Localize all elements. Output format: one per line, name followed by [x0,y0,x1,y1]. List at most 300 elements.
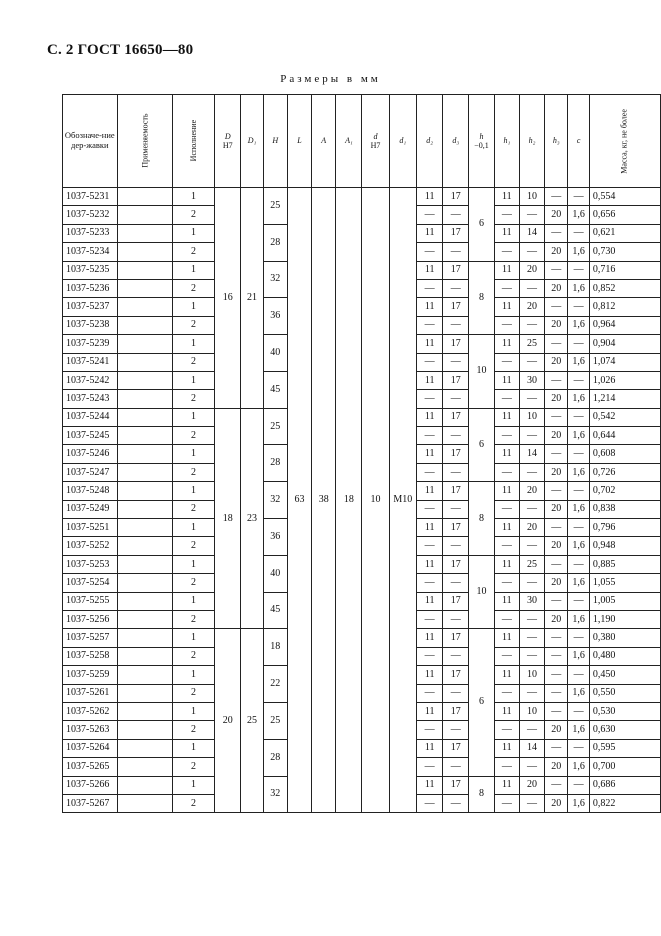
d2-cell: 11 [417,298,443,316]
h-cell: 10 [469,555,494,629]
h2-cell: — [519,758,544,776]
c-cell: — [568,482,590,500]
h2-cell: — [519,684,544,702]
H-cell: 25 [263,702,287,739]
designation-cell: 1037-5244 [63,408,118,426]
d3-cell: 17 [443,261,469,279]
D-cell: 16 [215,188,241,409]
H-cell: 18 [263,629,287,666]
designation-cell: 1037-5263 [63,721,118,739]
d3-cell: 17 [443,739,469,757]
h2-cell: — [519,500,544,518]
h2-cell: — [519,390,544,408]
d3-cell: 17 [443,666,469,684]
H-cell: 32 [263,482,287,519]
d2-cell: — [417,206,443,224]
h1-cell: 11 [494,519,519,537]
d3-cell: — [443,206,469,224]
d2-cell: — [417,463,443,481]
mass-cell: 0,450 [589,666,660,684]
execution-cell: 1 [172,224,214,242]
applicability-cell [117,463,172,481]
d3-cell: — [443,647,469,665]
designation-cell: 1037-5243 [63,390,118,408]
d3-cell: — [443,758,469,776]
header-execution-label: Исполнение [188,120,198,162]
applicability-cell [117,702,172,720]
c-cell: — [568,555,590,573]
designation-cell: 1037-5245 [63,427,118,445]
c-cell: — [568,298,590,316]
h3-cell: — [545,684,568,702]
header-h3: h₃ [545,95,568,188]
mass-cell: 0,530 [589,702,660,720]
h-cell: 6 [469,188,494,262]
mass-cell: 1,005 [589,592,660,610]
execution-cell: 2 [172,537,214,555]
execution-cell: 2 [172,243,214,261]
h2-cell: — [519,721,544,739]
h1-cell: — [494,390,519,408]
c-cell: 1,6 [568,243,590,261]
d2-cell: 11 [417,371,443,389]
execution-cell: 1 [172,298,214,316]
h1-cell: 11 [494,445,519,463]
h1-cell: — [494,206,519,224]
h2-cell: 14 [519,224,544,242]
d3-cell: — [443,427,469,445]
mass-cell: 0,852 [589,279,660,297]
c-cell: — [568,702,590,720]
h3-cell: 20 [545,610,568,628]
h3-cell: 20 [545,316,568,334]
c-cell: 1,6 [568,610,590,628]
execution-cell: 2 [172,610,214,628]
d2-cell: 11 [417,224,443,242]
h1-cell: — [494,647,519,665]
d3-cell: — [443,500,469,518]
D1-cell: 23 [241,408,263,629]
H-cell: 28 [263,445,287,482]
h3-cell: — [545,298,568,316]
designation-cell: 1037-5242 [63,371,118,389]
execution-cell: 2 [172,500,214,518]
c-cell: — [568,335,590,353]
h2-cell: 20 [519,298,544,316]
h1-cell: — [494,279,519,297]
d2-cell: — [417,794,443,812]
applicability-cell [117,519,172,537]
d2-cell: 11 [417,666,443,684]
header-c: c [568,95,590,188]
applicability-cell [117,758,172,776]
c-cell: 1,6 [568,206,590,224]
h2-cell: 14 [519,445,544,463]
mass-cell: 0,630 [589,721,660,739]
h3-cell: — [545,666,568,684]
h1-cell: — [494,758,519,776]
D-cell: 18 [215,408,241,629]
header-h [469,95,494,188]
applicability-cell [117,390,172,408]
H-cell: 25 [263,188,287,225]
execution-cell: 2 [172,316,214,334]
h3-cell: — [545,408,568,426]
h3-cell: 20 [545,353,568,371]
D-cell: 20 [215,629,241,813]
mass-cell: 0,700 [589,758,660,776]
applicability-cell [117,500,172,518]
page-title: С. 2 ГОСТ 16650—80 [47,42,194,58]
d2-cell: — [417,243,443,261]
applicability-cell [117,739,172,757]
mass-cell: 0,595 [589,739,660,757]
h2-cell: 20 [519,482,544,500]
h2-cell: — [519,463,544,481]
header-mass [589,95,660,188]
h-cell: 8 [469,261,494,335]
execution-cell: 2 [172,647,214,665]
h1-cell: — [494,500,519,518]
header-designation [63,95,118,188]
execution-cell: 1 [172,188,214,206]
applicability-cell [117,574,172,592]
header-applicability [117,95,172,188]
designation-cell: 1037-5254 [63,574,118,592]
d2-cell: 11 [417,629,443,647]
c-cell: — [568,261,590,279]
H-cell: 32 [263,261,287,298]
execution-cell: 1 [172,371,214,389]
h1-cell: — [494,794,519,812]
d3-cell: 17 [443,519,469,537]
designation-cell: 1037-5257 [63,629,118,647]
h1-cell: — [494,537,519,555]
designation-cell: 1037-5256 [63,610,118,628]
d2-cell: — [417,647,443,665]
c-cell: 1,6 [568,463,590,481]
c-cell: 1,6 [568,427,590,445]
header-D-tol: Н7 [222,141,233,150]
header-h-label: h [479,131,484,141]
h2-cell: 10 [519,702,544,720]
applicability-cell [117,592,172,610]
designation-cell: 1037-5234 [63,243,118,261]
mass-cell: 0,904 [589,335,660,353]
d2-cell: 11 [417,335,443,353]
execution-cell: 1 [172,702,214,720]
c-cell: 1,6 [568,537,590,555]
mass-cell: 0,964 [589,316,660,334]
execution-cell: 1 [172,592,214,610]
H-cell: 45 [263,592,287,629]
h3-cell: — [545,555,568,573]
h3-cell: 20 [545,243,568,261]
h2-cell: — [519,537,544,555]
applicability-cell [117,224,172,242]
h2-cell: — [519,243,544,261]
h1-cell: 11 [494,776,519,794]
h1-cell: — [494,353,519,371]
applicability-cell [117,776,172,794]
c-cell: — [568,592,590,610]
h1-cell: — [494,721,519,739]
h2-cell: — [519,279,544,297]
mass-cell: 1,214 [589,390,660,408]
d3-cell: — [443,721,469,739]
applicability-cell [117,335,172,353]
applicability-cell [117,427,172,445]
h2-cell: 14 [519,739,544,757]
h2-cell: 20 [519,261,544,279]
applicability-cell [117,537,172,555]
mass-cell: 0,554 [589,188,660,206]
c-cell: — [568,188,590,206]
c-cell: 1,6 [568,279,590,297]
execution-cell: 2 [172,794,214,812]
d3-cell: — [443,537,469,555]
d3-cell: 17 [443,592,469,610]
designation-cell: 1037-5249 [63,500,118,518]
d3-cell: — [443,243,469,261]
h1-cell: 11 [494,739,519,757]
designation-cell: 1037-5246 [63,445,118,463]
header-L: L [287,95,311,188]
execution-cell: 1 [172,445,214,463]
L-cell: 63 [287,188,311,813]
mass-cell: 0,838 [589,500,660,518]
c-cell: — [568,371,590,389]
execution-cell: 1 [172,261,214,279]
c-cell: 1,6 [568,574,590,592]
c-cell: — [568,445,590,463]
H-cell: 40 [263,335,287,372]
H-cell: 22 [263,666,287,703]
units-caption: Размеры в мм [280,73,381,85]
header-D-label: D [224,131,231,141]
h3-cell: — [545,261,568,279]
execution-cell: 2 [172,574,214,592]
header-execution [172,95,214,188]
header-d2: d₂ [417,95,443,188]
header-d3: d₃ [443,95,469,188]
designation-cell: 1037-5253 [63,555,118,573]
designation-cell: 1037-5238 [63,316,118,334]
A-cell: 38 [312,188,336,813]
mass-cell: 1,026 [589,371,660,389]
c-cell: — [568,519,590,537]
h-cell: 10 [469,335,494,409]
d3-cell: — [443,353,469,371]
mass-cell: 0,542 [589,408,660,426]
c-cell: — [568,629,590,647]
d2-cell: — [417,721,443,739]
execution-cell: 1 [172,739,214,757]
h-cell: 8 [469,776,494,813]
header-applicability-label: Применяемость [140,113,150,169]
execution-cell: 1 [172,776,214,794]
mass-cell: 0,948 [589,537,660,555]
applicability-cell [117,629,172,647]
d3-cell: — [443,684,469,702]
execution-cell: 2 [172,684,214,702]
h2-cell: — [519,427,544,445]
H-cell: 36 [263,298,287,335]
header-D1: D₁ [241,95,263,188]
execution-cell: 2 [172,206,214,224]
c-cell: 1,6 [568,794,590,812]
c-cell: 1,6 [568,647,590,665]
execution-cell: 1 [172,482,214,500]
table-row [63,188,661,206]
d3-cell: 17 [443,298,469,316]
d2-cell: 11 [417,776,443,794]
d2-cell: 11 [417,739,443,757]
mass-cell: 0,730 [589,243,660,261]
d2-cell: — [417,316,443,334]
D1-cell: 25 [241,629,263,813]
c-cell: 1,6 [568,316,590,334]
d3-cell: 17 [443,482,469,500]
designation-cell: 1037-5239 [63,335,118,353]
d2-cell: — [417,684,443,702]
applicability-cell [117,206,172,224]
h2-cell: 10 [519,188,544,206]
A1-cell: 18 [336,188,362,813]
mass-cell: 0,885 [589,555,660,573]
h3-cell: — [545,739,568,757]
header-d1: d₁ [389,95,417,188]
header-H: H [263,95,287,188]
h3-cell: 20 [545,721,568,739]
designation-cell: 1037-5248 [63,482,118,500]
d2-cell: — [417,574,443,592]
h-cell: 8 [469,482,494,556]
d2-cell: 11 [417,592,443,610]
execution-cell: 2 [172,353,214,371]
mass-cell: 1,055 [589,574,660,592]
mass-cell: 0,380 [589,629,660,647]
mass-cell: 0,608 [589,445,660,463]
applicability-cell [117,243,172,261]
h3-cell: — [545,592,568,610]
h1-cell: 11 [494,592,519,610]
H-cell: 25 [263,408,287,445]
h3-cell: — [545,224,568,242]
d2-cell: — [417,758,443,776]
header-d-label: d [373,131,378,141]
h3-cell: — [545,702,568,720]
h3-cell: — [545,188,568,206]
H-cell: 36 [263,519,287,556]
header-h2: h₂ [519,95,544,188]
execution-cell: 2 [172,721,214,739]
designation-cell: 1037-5252 [63,537,118,555]
designation-cell: 1037-5267 [63,794,118,812]
applicability-cell [117,610,172,628]
applicability-cell [117,666,172,684]
designation-cell: 1037-5266 [63,776,118,794]
c-cell: — [568,776,590,794]
mass-cell: 0,716 [589,261,660,279]
H-cell: 45 [263,371,287,408]
execution-cell: 2 [172,758,214,776]
header-d-tol: Н7 [370,141,381,150]
applicability-cell [117,794,172,812]
execution-cell: 1 [172,555,214,573]
header-h-tol: −0,1 [474,141,489,150]
h1-cell: — [494,427,519,445]
h1-cell: — [494,463,519,481]
h1-cell: 11 [494,335,519,353]
applicability-cell [117,353,172,371]
d3-cell: — [443,794,469,812]
applicability-cell [117,555,172,573]
d3-cell: 17 [443,629,469,647]
d3-cell: 17 [443,224,469,242]
h3-cell: 20 [545,390,568,408]
d2-cell: 11 [417,261,443,279]
designation-cell: 1037-5255 [63,592,118,610]
h2-cell: — [519,647,544,665]
applicability-cell [117,445,172,463]
mass-cell: 0,796 [589,519,660,537]
designation-cell: 1037-5235 [63,261,118,279]
execution-cell: 1 [172,519,214,537]
h2-cell: 25 [519,335,544,353]
h1-cell: — [494,316,519,334]
h2-cell: — [519,610,544,628]
designation-cell: 1037-5247 [63,463,118,481]
mass-cell: 0,726 [589,463,660,481]
h3-cell: 20 [545,463,568,481]
header-D [215,95,241,188]
h3-cell: — [545,482,568,500]
h1-cell: 11 [494,188,519,206]
d3-cell: 17 [443,776,469,794]
d2-cell: 11 [417,188,443,206]
H-cell: 32 [263,776,287,813]
h3-cell: 20 [545,500,568,518]
h1-cell: 11 [494,666,519,684]
h2-cell: 10 [519,408,544,426]
d3-cell: 17 [443,702,469,720]
h2-cell: — [519,316,544,334]
c-cell: 1,6 [568,721,590,739]
mass-cell: 0,812 [589,298,660,316]
c-cell: 1,6 [568,758,590,776]
h-cell: 6 [469,629,494,776]
c-cell: — [568,224,590,242]
h1-cell: 11 [494,482,519,500]
h2-cell: — [519,629,544,647]
h3-cell: — [545,629,568,647]
mass-cell: 0,480 [589,647,660,665]
header-A1: A₁ [336,95,362,188]
applicability-cell [117,316,172,334]
mass-cell: 0,550 [589,684,660,702]
d2-cell: 11 [417,445,443,463]
applicability-cell [117,408,172,426]
d3-cell: 17 [443,371,469,389]
d3-cell: 17 [443,445,469,463]
designation-cell: 1037-5237 [63,298,118,316]
h2-cell: 30 [519,592,544,610]
execution-cell: 2 [172,390,214,408]
h2-cell: 10 [519,666,544,684]
designation-cell: 1037-5265 [63,758,118,776]
h2-cell: — [519,794,544,812]
